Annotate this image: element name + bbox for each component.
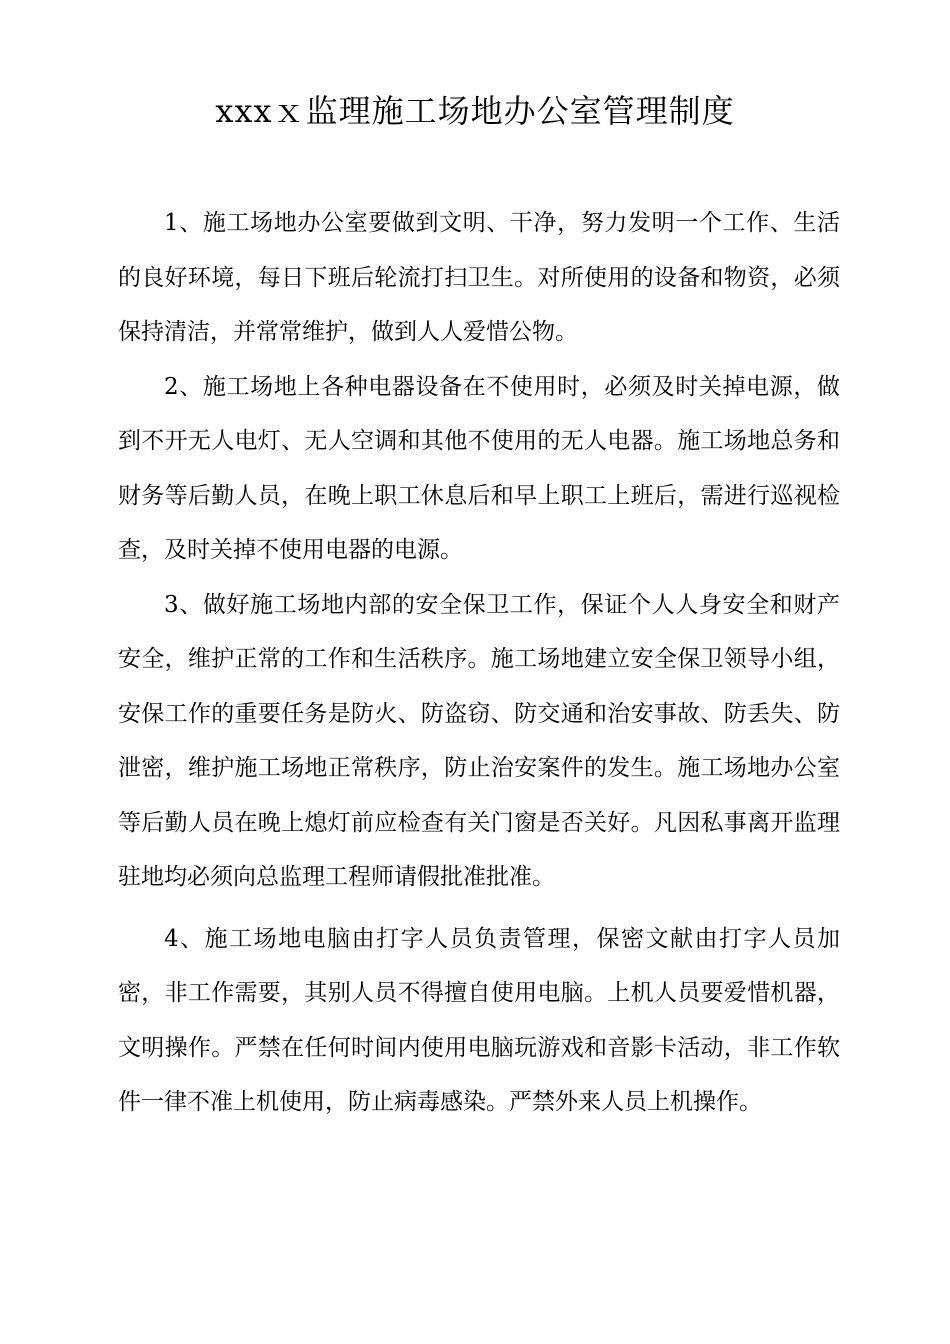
paragraph-4: 4、施工场地电脑由打字人员负责管理，保密文献由打字人员加密，非工作需要，其别人员不得擅自使用电脑。上机人员要爱惜机器，文明操作。严禁在任何时间内使用电脑玩游戏和音影卡活动，非工作软件一律不准上机使用，防止病毒感染。严禁外来人员上机操作。 (118, 925, 840, 1115)
document-body (118, 196, 840, 1130)
paragraph-1: 1、施工场地办公室要做到文明、干净，努力发明一个工作、生活的良好环境，每日下班后轮流打扫卫生。对所使用的设备和物资，必须保持清洁，并常常维护，做到人人爱惜公物。 (118, 210, 840, 345)
paragraph-3: 3、做好施工场地内部的安全保卫工作，保证个人人身安全和财产安全，维护正常的工作和生活秩序。施工场地建立安全保卫领导小组，安保工作的重要任务是防火、防盗窃、防交通和治安事故、防丢失、防泄密，维护施工场地正常秩序，防止治安案件的发生。施工场地办公室等后勤人员在晚上熄灯前应检查有关门窗是否关好。凡因私事离开监理驻地均必须向总监理工程师请假批准批准。 (118, 591, 840, 890)
paragraph-2: 2、施工场地上各种电器设备在不使用时，必须及时关掉电源，做到不开无人电灯、无人空调和其他不使用的无人电器。施工场地总务和财务等后勤人员，在晚上职工休息后和早上职工上班后，需进行巡视检查，及时关掉不使用电器的电源。 (118, 373, 840, 563)
document-title: xxxｘ监理施工场地办公室管理制度 (215, 92, 735, 130)
